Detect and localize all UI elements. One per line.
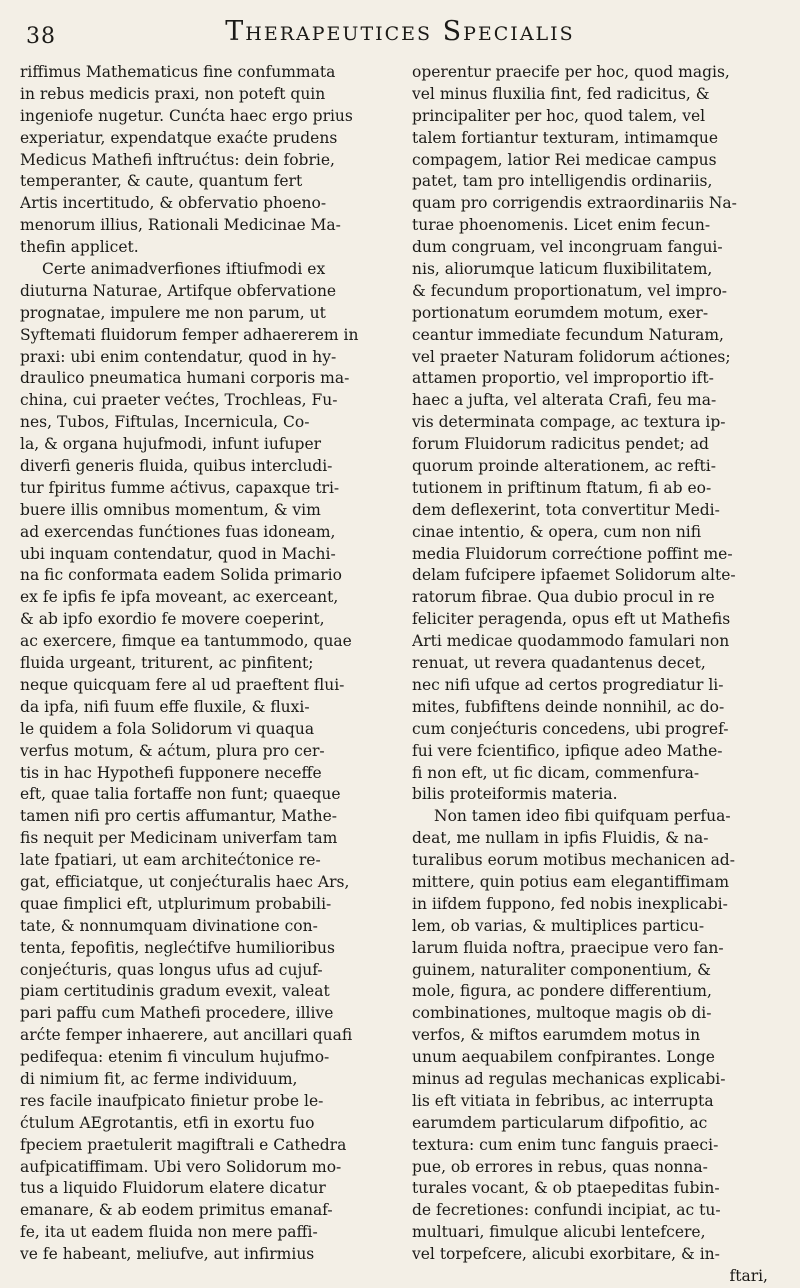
text-line: attamen proportio, vel improportio ift- bbox=[412, 369, 714, 388]
text-line: fe, ita ut eadem fluida non mere paffi- bbox=[20, 1223, 318, 1242]
text-line: na fic conformata eadem Solida primario bbox=[20, 566, 342, 585]
text-line: Arti medicae quodammodo famulari non bbox=[412, 632, 730, 651]
text-line: ex fe ipfis fe ipfa moveant, ac exerceant, bbox=[20, 588, 339, 607]
text-line: conjećturis, quas longus ufus ad cujuf- bbox=[20, 960, 323, 979]
text-line: minus ad regulas mechanicas explicabi- bbox=[412, 1069, 726, 1088]
text-line: temperanter, & caute, quantum fert bbox=[20, 172, 303, 191]
page-number: 38 bbox=[26, 24, 56, 49]
text-line: de fecretiones: confundi incipiat, ac tu- bbox=[412, 1201, 721, 1220]
text-line: tutionem in priftinum ftatum, fi ab eo- bbox=[412, 478, 712, 497]
text-line: cinae intentio, & opera, cum non nifi bbox=[412, 522, 702, 541]
text-line: experiatur, expendatque exaćte prudens bbox=[20, 128, 338, 147]
text-line: verfus motum, & aćtum, plura pro cer- bbox=[20, 741, 325, 760]
text-line: ubi inquam contendatur, quod in Machi- bbox=[20, 544, 336, 563]
text-line: nec nifi ufque ad certos progrediatur li- bbox=[412, 675, 724, 694]
text-line: earumdem particularum difpofitio, ac bbox=[412, 1113, 708, 1132]
text-line: vel torpefcere, alicubi exorbitare, & in- bbox=[412, 1245, 720, 1264]
text-line: & ab ipfo exordio fe movere coeperint, bbox=[20, 610, 325, 629]
text-line: multuari, fimulque alicubi lentefcere, bbox=[412, 1223, 706, 1242]
text-line: riffimus Mathematicus fine confummata bbox=[20, 63, 336, 81]
text-line: compagem, latior Rei medicae campus bbox=[412, 150, 717, 169]
text-line: thefin applicet. bbox=[20, 238, 139, 257]
text-line: menorum illius, Rationali Medicinae Ma- bbox=[20, 216, 341, 235]
text-line: fis nequit per Medicinam univerfam tam bbox=[20, 829, 338, 848]
text-line: la, & organa hujufmodi, infunt iufuper bbox=[20, 435, 322, 454]
text-line: fui vere fcientifico, ipfique adeo Mathe- bbox=[412, 741, 723, 760]
text-line: da ipfa, nifi fuum effe fluxile, & fluxi- bbox=[20, 697, 310, 716]
right-column bbox=[412, 62, 780, 1288]
text-line: ceantur immediate fecundum Naturam, bbox=[412, 325, 724, 344]
text-line: Non tamen ideo fibi quifquam perfua- bbox=[434, 807, 731, 826]
text-line: mites, fubfiftens deinde nonnihil, ac do- bbox=[412, 697, 725, 716]
text-line: unum aequabilem confpirantes. Longe bbox=[412, 1048, 715, 1067]
text-line: vel praeter Naturam folidorum aćtiones; bbox=[412, 347, 731, 366]
text-line: haec a jufta, vel alterata Crafi, feu ma- bbox=[412, 391, 717, 410]
text-line: emanare, & ab eodem primitus emanaf- bbox=[20, 1201, 333, 1220]
text-line: piam certitudinis gradum evexit, valeat bbox=[20, 982, 330, 1001]
text-line: bilis proteiformis materia. bbox=[412, 785, 618, 804]
text-line: renuat, ut revera quadantenus decet, bbox=[412, 654, 706, 673]
text-line: fpeciem praetulerit magiftrali e Cathedra bbox=[20, 1135, 347, 1154]
text-line: quam pro corrigendis extraordinariis Na- bbox=[412, 194, 737, 213]
text-line: praxi: ubi enim contendatur, quod in hy- bbox=[20, 347, 337, 366]
text-line: quae fimplici eft, utplurimum probabili- bbox=[20, 894, 332, 913]
text-line: tus a liquido Fluidorum elatere dicatur bbox=[20, 1179, 326, 1198]
text-line: tenta, fepofitis, neglećtifve humilioribus bbox=[20, 938, 335, 957]
text-line: deat, me nullam in ipfis Fluidis, & na- bbox=[412, 829, 709, 848]
text-line: arćte femper inhaerere, aut ancillari quafi bbox=[20, 1026, 353, 1045]
text-line: tate, & nonnumquam divinatione con- bbox=[20, 916, 318, 935]
text-line: draulico pneumatica humani corporis ma- bbox=[20, 369, 350, 388]
text-line: turalibus eorum motibus mechanicen ad- bbox=[412, 851, 735, 870]
text-line: guinem, naturaliter componentium, & bbox=[412, 960, 711, 979]
text-line: china, cui praeter većtes, Trochleas, Fu- bbox=[20, 391, 338, 410]
text-line: tamen nifi pro certis affumantur, Mathe- bbox=[20, 807, 338, 826]
text-line: principaliter per hoc, quod talem, vel bbox=[412, 106, 706, 125]
text-line: le quidem a fola Solidorum vi quaqua bbox=[20, 719, 315, 738]
text-line: gat, efficiatque, ut conjećturalis haec Ars, bbox=[20, 872, 350, 891]
text-line: ćtulum AEgrotantis, etfi in exortu fuo bbox=[20, 1113, 315, 1132]
text-line: tur fpiritus fumme aćtivus, capaxque tri- bbox=[20, 478, 340, 497]
text-line: ratorum fibrae. Qua dubio procul in re bbox=[412, 588, 715, 607]
text-line: nis, aliorumque laticum fluxibilitatem, bbox=[412, 260, 713, 279]
text-line: ve fe habeant, meliufve, aut infirmius bbox=[20, 1245, 315, 1264]
text-line: fi non eft, ut fic dicam, commenfura- bbox=[412, 763, 700, 782]
text-line: textura: cum enim tunc fanguis praeci- bbox=[412, 1135, 719, 1154]
text-line: delam fufcipere ipfaemet Solidorum alte- bbox=[412, 566, 736, 585]
text-line: forum Fluidorum radicitus pendet; ad bbox=[412, 435, 709, 454]
text-line: ac exercere, fimque ea tantummodo, quae bbox=[20, 632, 352, 651]
text-line: nes, Tubos, Fiftulas, Incernicula, Co- bbox=[20, 413, 310, 432]
text-line: neque quicquam fere al ud praeftent flui- bbox=[20, 675, 345, 694]
text-line: quorum proinde alterationem, ac refti- bbox=[412, 457, 716, 476]
text-line: dem deflexerint, tota convertitur Medi- bbox=[412, 500, 720, 519]
text-line: turales vocant, & ob ptaepeditas fubin- bbox=[412, 1179, 720, 1198]
text-line: larum fluida noftra, praecipue vero fan- bbox=[412, 938, 724, 957]
text-line: mittere, quin potius eam elegantiffimam bbox=[412, 872, 730, 891]
text-line: aufpicatiffimam. Ubi vero Solidorum mo- bbox=[20, 1157, 342, 1176]
catchword: ftari, bbox=[729, 1266, 768, 1285]
text-line: buere illis omnibus momentum, & vim bbox=[20, 500, 321, 519]
text-line: di nimium fit, ac ferme individuum, bbox=[20, 1069, 298, 1088]
text-line: in rebus medicis praxi, non poteft quin bbox=[20, 84, 326, 103]
text-line: Artis incertitudo, & obfervatio phoeno- bbox=[20, 194, 327, 213]
text-line: eft, quae talia fortaffe non funt; quaeque bbox=[20, 785, 341, 804]
text-line: Medicus Mathefi inftrućtus: dein fobrie, bbox=[20, 150, 335, 169]
text-line: fluida urgeant, triturent, ac pinfitent; bbox=[20, 654, 314, 673]
text-line: prognatae, impulere me non parum, ut bbox=[20, 303, 326, 322]
text-line: vis determinata compage, ac textura ip- bbox=[412, 413, 726, 432]
left-column bbox=[20, 62, 388, 1266]
text-line: diverfi generis fluida, quibus intercludi- bbox=[20, 457, 333, 476]
text-line: dum congruam, vel incongruam fangui- bbox=[412, 238, 723, 257]
text-line: pue, ob errores in rebus, quas nonna- bbox=[412, 1157, 708, 1176]
text-line: lem, ob varias, & multiplices particu- bbox=[412, 916, 705, 935]
text-line: Syftemati fluidorum femper adhaererem in bbox=[20, 325, 359, 344]
text-line: media Fluidorum correćtione poffint me- bbox=[412, 544, 733, 563]
text-line: mole, figura, ac pondere differentium, bbox=[412, 982, 712, 1001]
text-line: patet, tam pro intelligendis ordinariis, bbox=[412, 172, 713, 191]
text-line: pari paffu cum Mathefi procedere, illive bbox=[20, 1004, 334, 1023]
text-line: portionatum eorumdem motum, exer- bbox=[412, 303, 709, 322]
text-line: operentur praecife per hoc, quod magis, bbox=[412, 63, 730, 81]
text-line: combinationes, multoque magis ob di- bbox=[412, 1004, 712, 1023]
text-line: tis in hac Hypothefi fupponere neceffe bbox=[20, 763, 322, 782]
text-line: res facile inaufpicato finietur probe le- bbox=[20, 1091, 324, 1110]
text-line: diuturna Naturae, Artifque obfervatione bbox=[20, 281, 337, 300]
text-line: & fecundum proportionatum, vel impro- bbox=[412, 281, 728, 300]
text-line: ad exercendas funćtiones fuas idoneam, bbox=[20, 522, 336, 541]
text-line: late fpatiari, ut eam architećtonice re- bbox=[20, 851, 321, 870]
text-line: ingeniofe nugetur. Cunćta haec ergo prius bbox=[20, 106, 353, 125]
running-title: Therapeutices Specialis bbox=[225, 16, 575, 47]
text-line: verfos, & miftos earumdem motus in bbox=[412, 1026, 701, 1045]
text-line: feliciter peragenda, opus eft ut Mathefis bbox=[412, 610, 731, 629]
text-line: Certe animadverfiones iftiufmodi ex bbox=[42, 260, 326, 279]
text-line: cum conjećturis concedens, ubi progref- bbox=[412, 719, 729, 738]
page-header bbox=[22, 10, 778, 60]
text-line: vel minus fluxilia fint, fed radicitus, & bbox=[412, 84, 710, 103]
text-line: pedifequa: etenim fi vinculum hujufmo- bbox=[20, 1048, 330, 1067]
text-line: in iifdem fuppono, fed nobis inexplicabi- bbox=[412, 894, 728, 913]
text-line: turae phoenomenis. Licet enim fecun- bbox=[412, 216, 711, 235]
text-line: lis eft vitiata in febribus, ac interrupta bbox=[412, 1091, 714, 1110]
text-line: talem fortiantur texturam, intimamque bbox=[412, 128, 719, 147]
